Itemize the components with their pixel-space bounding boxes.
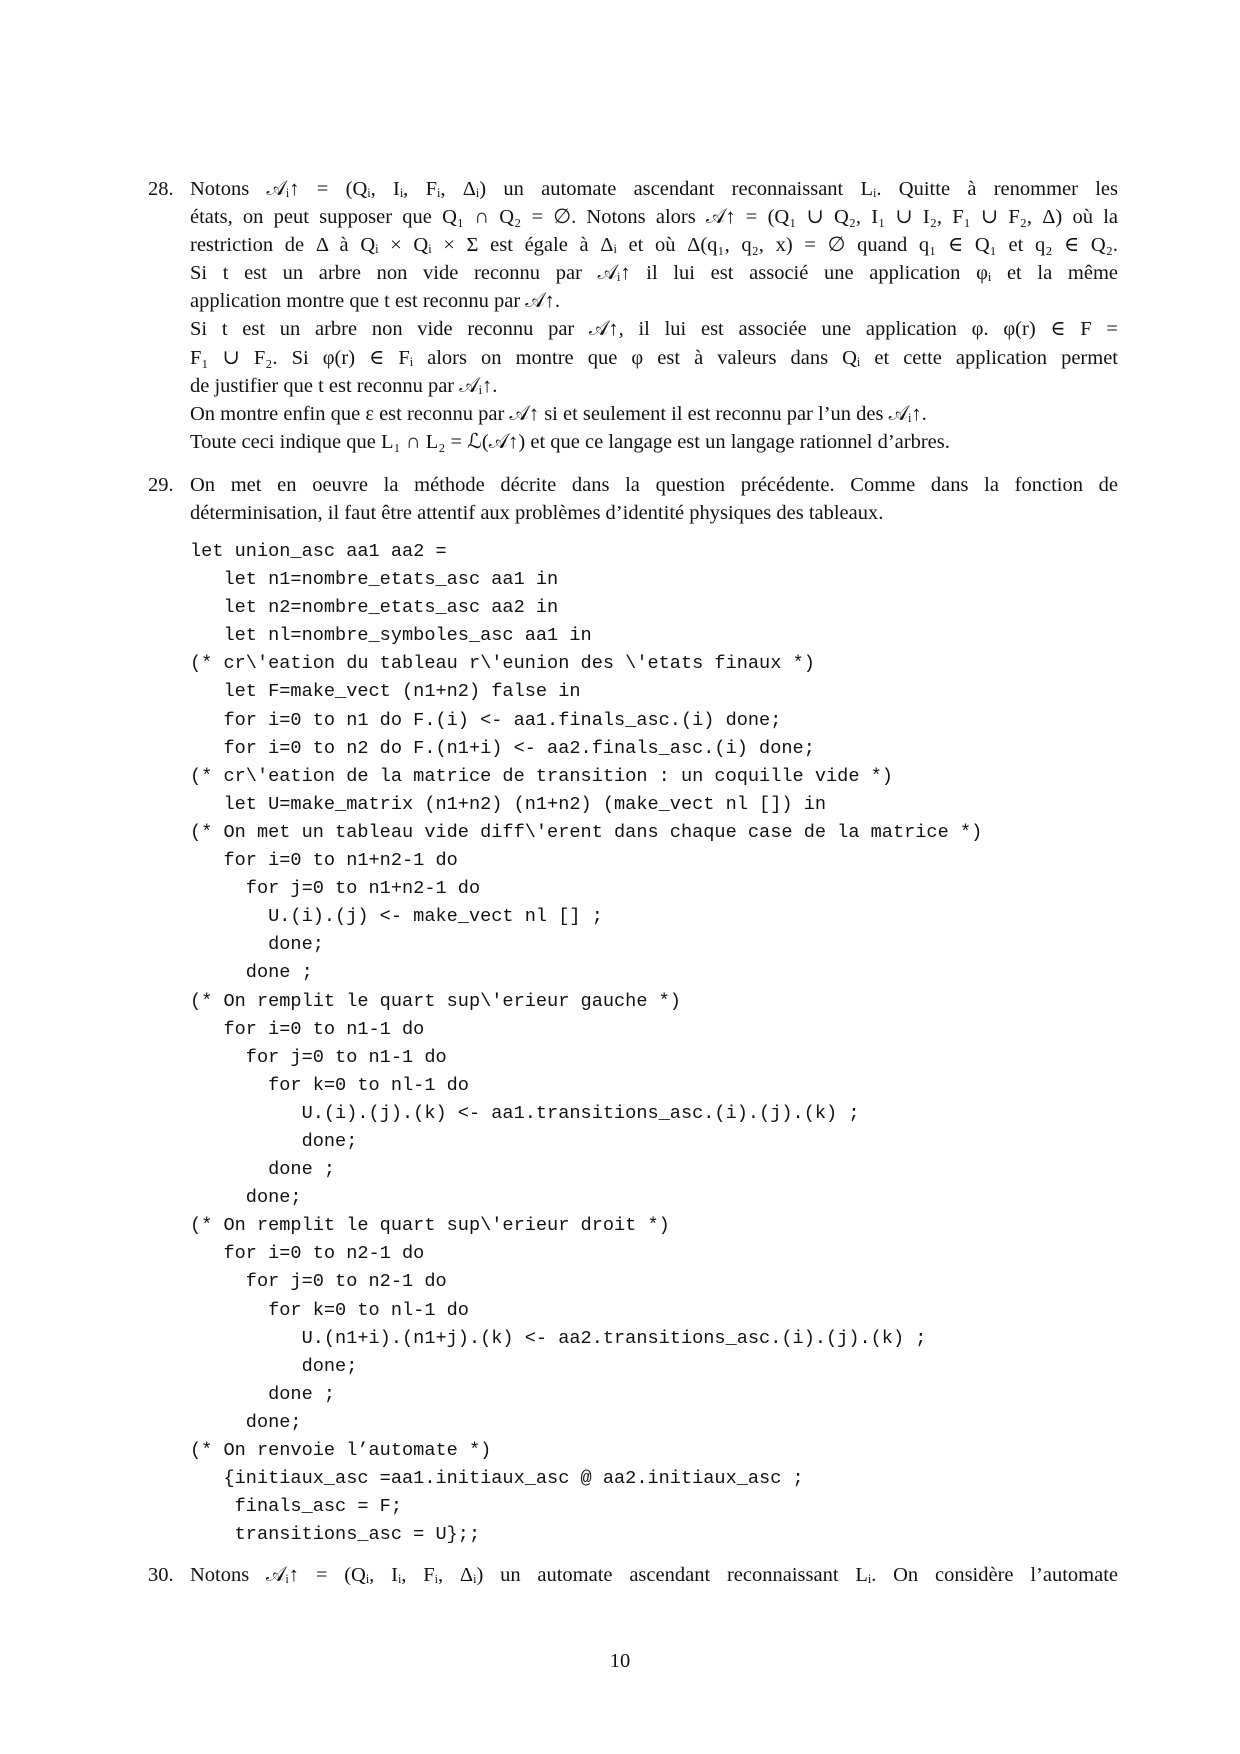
code-line: let U=make_matrix (n1+n2) (n1+n2) (make_vect nl []) in — [190, 793, 827, 815]
code-line: U.(i).(j) <- make_vect nl [] ; — [190, 906, 603, 928]
item-number: 30. — [148, 1564, 174, 1586]
code-line: let nl=nombre_symboles_asc aa1 in — [190, 625, 592, 647]
code-line: for j=0 to n2-1 do — [190, 1271, 447, 1293]
code-line: done ; — [190, 1383, 336, 1405]
text-line: Notons 𝒜ᵢ↑ = (Qᵢ, Iᵢ, Fᵢ, Δᵢ) un automate ascendant reconnaissant Lᵢ. On considère l’automate — [190, 1564, 1118, 1586]
item-paragraph — [190, 175, 1118, 456]
code-comment: (* On remplit le quart sup\'erieur droit *) — [190, 1215, 670, 1237]
code-line: finals_asc = F; — [190, 1496, 403, 1518]
text-line: Notons 𝒜ᵢ↑ = (Qᵢ, Iᵢ, Fᵢ, Δᵢ) un automate ascendant reconnaissant Lᵢ. Quitte à renommer les — [190, 178, 1118, 200]
text-line: On met en oeuvre la méthode décrite dans la question précédente. Comme dans la fonction de — [190, 474, 1118, 496]
code-line: for j=0 to n1+n2-1 do — [190, 878, 481, 900]
code-line: for i=0 to n1 do F.(i) <- aa1.finals_asc.(i) done; — [190, 709, 782, 731]
code-line: for i=0 to n1+n2-1 do — [190, 850, 458, 872]
item-number: 29. — [148, 474, 174, 496]
code-line: for i=0 to n2 do F.(n1+i) <- aa2.finals_asc.(i) done; — [190, 737, 815, 759]
code-comment: (* On renvoie l’automate *) — [190, 1440, 492, 1461]
code-line: {initiaux_asc =aa1.initiaux_asc @ aa2.initiaux_asc ; — [190, 1468, 804, 1490]
item-paragraph — [190, 471, 1118, 527]
text-line: Si t est un arbre non vide reconnu par 𝒜↑, il lui est associée une application φ. φ(r) ∈ F = — [190, 318, 1118, 341]
code-line: U.(i).(j).(k) <- aa1.transitions_asc.(i).(j).(k) ; — [190, 1102, 860, 1124]
code-comment: (* cr\'eation du tableau r\'eunion des \'etats finaux *) — [190, 653, 815, 675]
text-line: application montre que t est reconnu par 𝒜↑. — [190, 290, 561, 313]
item-paragraph — [190, 1561, 1118, 1589]
text-line: F₁ ∪ F₂. Si φ(r) ∈ Fᵢ alors on montre que φ est à valeurs dans Qᵢ et cette application permet — [190, 346, 1118, 369]
code-line: let union_asc aa1 aa2 = — [190, 541, 447, 562]
code-comment: (* On remplit le quart sup\'erieur gauche *) — [190, 990, 681, 1012]
code-line: for i=0 to n1-1 do — [190, 1018, 425, 1040]
page-number: 10 — [609, 1650, 631, 1672]
code-line: done; — [190, 1355, 358, 1377]
text-line: de justifier que t est reconnu par 𝒜ᵢ↑. — [190, 374, 498, 397]
text-line: restriction de Δ à Qᵢ × Qᵢ × Σ est égale à Δᵢ et où Δ(q₁, q₂, x) = ∅ quand q₁ ∈ Q₁ et q₂ ∈ Q₂. — [190, 234, 1118, 257]
item-number: 28. — [148, 178, 174, 200]
text-line: déterminisation, il faut être attentif aux problèmes d’identité physiques des tableaux. — [190, 502, 884, 525]
code-line: for k=0 to nl-1 do — [190, 1299, 469, 1321]
code-line: let n1=nombre_etats_asc aa1 in — [190, 569, 559, 591]
code-comment: (* cr\'eation de la matrice de transition : un coquille vide *) — [190, 765, 893, 787]
text-line: Toute ceci indique que L₁ ∩ L₂ = ℒ(𝒜↑) et que ce langage est un langage rationnel d’arbres. — [190, 430, 950, 453]
code-line: done; — [190, 1411, 302, 1433]
code-line: done; — [190, 934, 324, 956]
code-line: done; — [190, 1130, 358, 1152]
code-line: let n2=nombre_etats_asc aa2 in — [190, 597, 559, 619]
code-line: done ; — [190, 1159, 336, 1181]
text-line: On montre enfin que ε est reconnu par 𝒜↑ si et seulement il est reconnu par l’un des 𝒜ᵢ↑. — [190, 402, 927, 425]
code-line: for k=0 to nl-1 do — [190, 1074, 469, 1096]
text-line: états, on peut supposer que Q₁ ∩ Q₂ = ∅. Notons alors 𝒜↑ = (Q₁ ∪ Q₂, I₁ ∪ I₂, F₁ ∪ F₂, Δ) où la — [190, 206, 1118, 229]
code-comment: (* On met un tableau vide diff\'erent dans chaque case de la matrice *) — [190, 821, 983, 843]
code-line: done ; — [190, 962, 313, 984]
code-line: U.(n1+i).(n1+j).(k) <- aa2.transitions_asc.(i).(j).(k) ; — [190, 1327, 927, 1349]
code-line: transitions_asc = U};; — [190, 1524, 481, 1546]
code-line: let F=make_vect (n1+n2) false in — [190, 681, 581, 703]
code-line: for i=0 to n2-1 do — [190, 1243, 425, 1265]
code-line: done; — [190, 1187, 302, 1209]
text-line: Si t est un arbre non vide reconnu par 𝒜ᵢ↑ il lui est associé une application φᵢ et la même — [190, 262, 1118, 285]
code-block — [190, 538, 1090, 1549]
code-line: for j=0 to n1-1 do — [190, 1046, 447, 1068]
